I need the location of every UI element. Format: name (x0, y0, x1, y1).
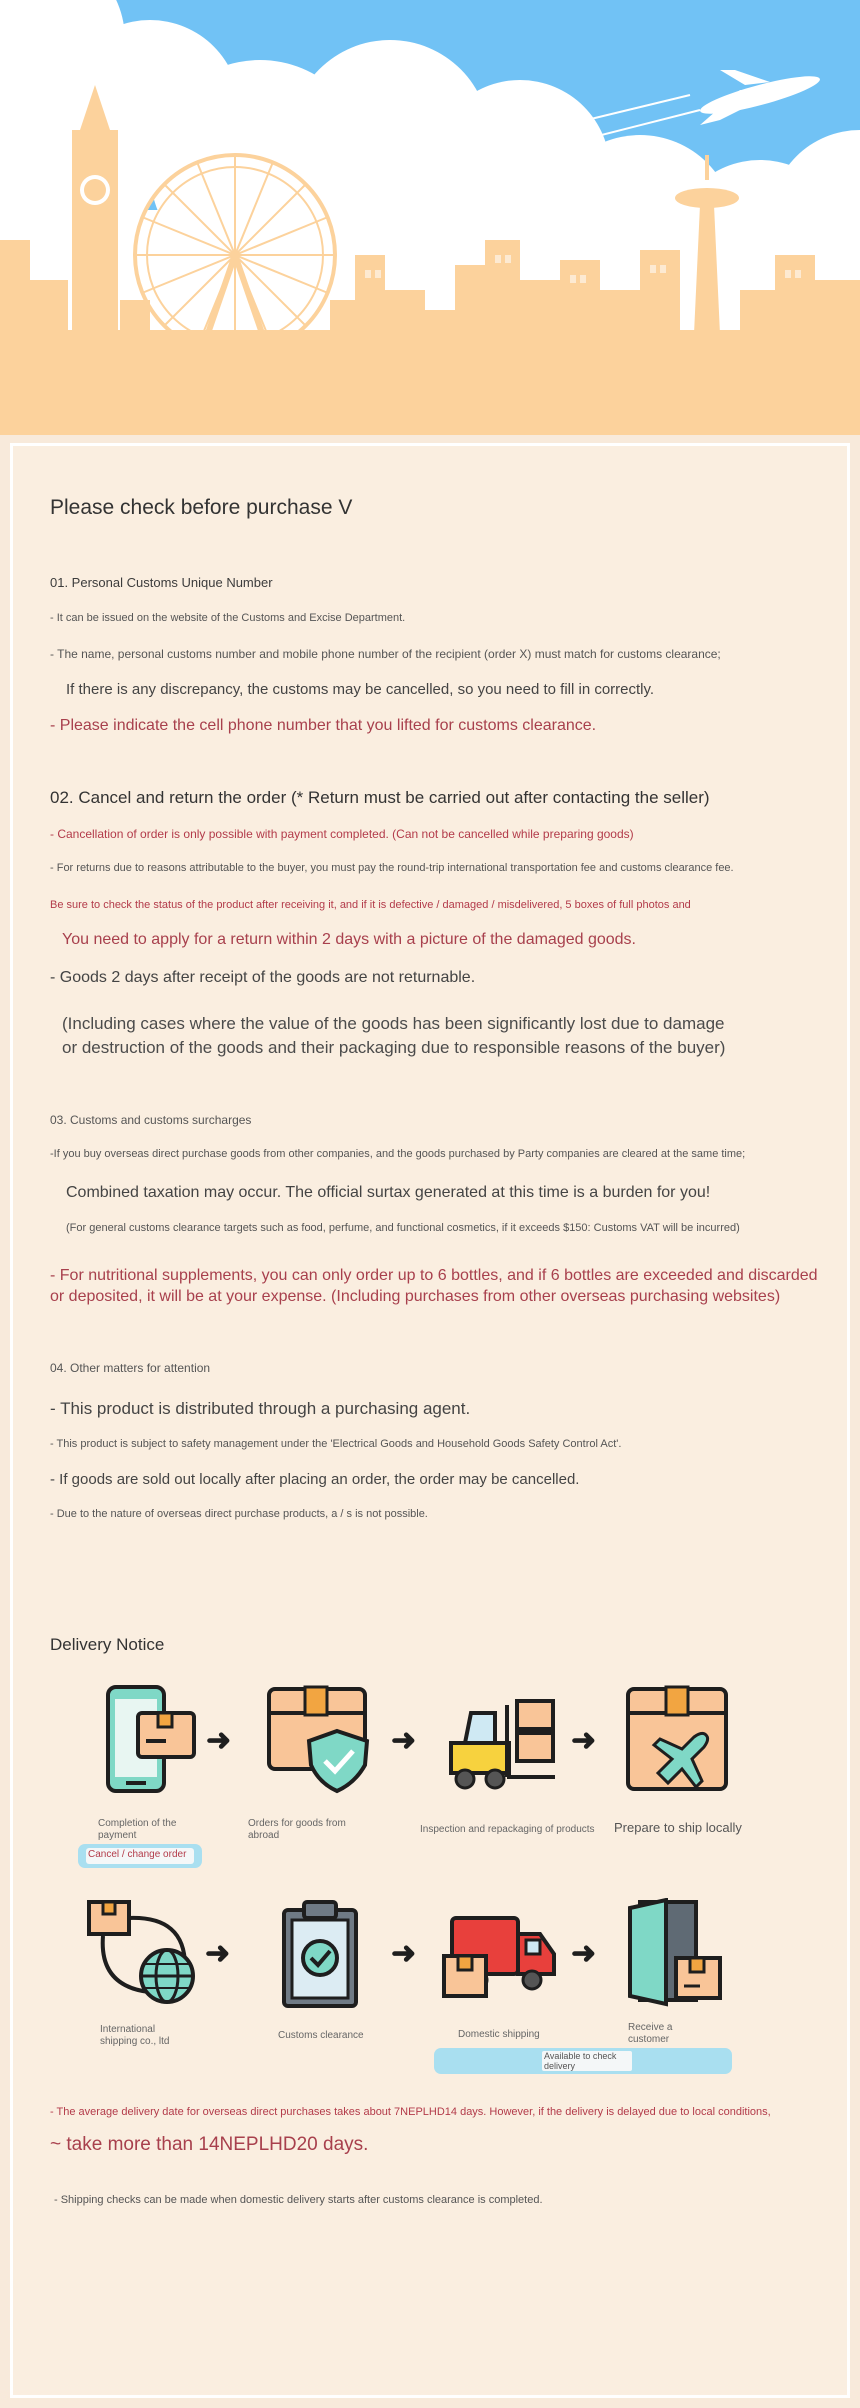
delivery-note: - Shipping checks can be made when domestic delivery starts after customs clearance is completed. (54, 2194, 543, 2206)
cancel-change-order-button[interactable] (78, 1844, 202, 1868)
content-card (10, 443, 850, 2398)
door-package-icon (626, 1898, 726, 2015)
step-label: Orders for goods from abroad (248, 1818, 346, 1841)
clipboard-check-icon (280, 1898, 360, 2015)
delivery-truck-icon (440, 1910, 560, 2015)
step-label: Domestic shipping (458, 2029, 540, 2040)
section3-line: Combined taxation may occur. The official surtax generated at this time is a burden for you! (66, 1184, 711, 1201)
section1-line: If there is any discrepancy, the customs may be cancelled, so you need to fill in correctly. (66, 681, 655, 698)
section3-line: (For general customs clearance targets such as food, perfume, and functional cosmetics, if it exceeds $150: Customs VAT will be incurred) (66, 1222, 740, 1234)
check-delivery-label: Available to check delivery (544, 2051, 617, 2071)
section2-line: - For returns due to reasons attributable to the buyer, you must pay the round-trip international transportation fee and customs clearance fee. (50, 862, 734, 874)
section2-line-highlight: You need to apply for a return within 2 days with a picture of the damaged goods. (62, 931, 636, 948)
section4-line: - If goods are sold out locally after placing an order, the order may be cancelled. (50, 1471, 580, 1488)
step-label: Receive a customer (628, 2022, 673, 2045)
step-label: Prepare to ship locally (614, 1820, 742, 1835)
step-label: Inspection and repackaging of products (420, 1824, 595, 1835)
section4-line: - Due to the nature of overseas direct purchase products, a / s is not possible. (50, 1508, 428, 1520)
section2-line-highlight: - Cancellation of order is only possible with payment completed. (Can not be cancelled while preparing goods) (50, 827, 634, 841)
section-heading-cancel-return: 02. Cancel and return the order (* Return must be carried out after contacting the seller) (50, 788, 710, 807)
payment-phone-icon (100, 1683, 200, 1800)
forklift-icon (445, 1695, 560, 1800)
section4-line: - This product is distributed through a purchasing agent. (50, 1399, 471, 1418)
section3-paragraph (50, 1265, 818, 1307)
step-label: Customs clearance (278, 2030, 364, 2041)
step-label: International shipping co., ltd (100, 2024, 170, 2047)
hero-banner (0, 0, 860, 435)
delivery-note: - The average delivery date for overseas direct purchases takes about 7NEPLHD14 days. However, if the delivery is delayed due to local conditions, (50, 2106, 771, 2118)
delivery-heading: Delivery Notice (50, 1635, 165, 1654)
section2-paragraph (62, 1012, 802, 1060)
section2-line: or destruction of the goods and their packaging due to responsible reasons of the buyer) (62, 1038, 726, 1057)
section1-line-highlight: - Please indicate the cell phone number that you lifted for customs clearance. (50, 717, 597, 734)
section1-line: - The name, personal customs number and mobile phone number of the recipient (order X) must match for customs clearance; (50, 647, 721, 661)
arrow-right-icon: ➜ (205, 1937, 231, 1970)
section2-line: (Including cases where the value of the goods has been significantly lost due to damage (62, 1014, 725, 1033)
section3-line-highlight: or deposited, it will be at your expense. (Including purchases from other overseas purchasing websites) (50, 1288, 781, 1305)
arrow-right-icon: ➜ (571, 1724, 597, 1757)
section-heading-other-matters: 04. Other matters for attention (50, 1361, 211, 1375)
arrow-right-icon: ➜ (571, 1937, 597, 1970)
section2-line: - Goods 2 days after receipt of the goods are not returnable. (50, 969, 476, 986)
section4-line: - This product is subject to safety management under the 'Electrical Goods and Household Goods Safety Control Act'. (50, 1438, 622, 1450)
arrow-right-icon: ➜ (206, 1724, 232, 1757)
section-heading-customs-number: 01. Personal Customs Unique Number (50, 575, 273, 590)
section-heading-customs-surcharge: 03. Customs and customs surcharges (50, 1113, 252, 1127)
section1-line: - It can be issued on the website of the Customs and Excise Department. (50, 612, 406, 624)
arrow-right-icon: ➜ (391, 1724, 417, 1757)
box-shield-icon (265, 1683, 375, 1800)
globe-shipping-icon (85, 1896, 200, 2013)
section3-line: -If you buy overseas direct purchase goods from other companies, and the goods purchased by Party companies are cleared at the same time; (50, 1148, 746, 1160)
step-label: Completion of the payment (98, 1818, 177, 1841)
section2-line-highlight: Be sure to check the status of the product after receiving it, and if it is defective / damaged / misdelivered, 5 boxes of full photos and (50, 899, 691, 911)
check-delivery-button[interactable] (434, 2048, 732, 2074)
arrow-right-icon: ➜ (391, 1937, 417, 1970)
section3-line-highlight: - For nutritional supplements, you can only order up to 6 bottles, and if 6 bottles are exceeded and discarded (50, 1267, 818, 1284)
page-title: Please check before purchase V (50, 496, 353, 519)
delivery-note-highlight: ~ take more than 14NEPLHD20 days. (50, 2134, 369, 2155)
cancel-change-order-label: Cancel / change order (88, 1849, 187, 1860)
box-plane-icon (624, 1683, 730, 1800)
